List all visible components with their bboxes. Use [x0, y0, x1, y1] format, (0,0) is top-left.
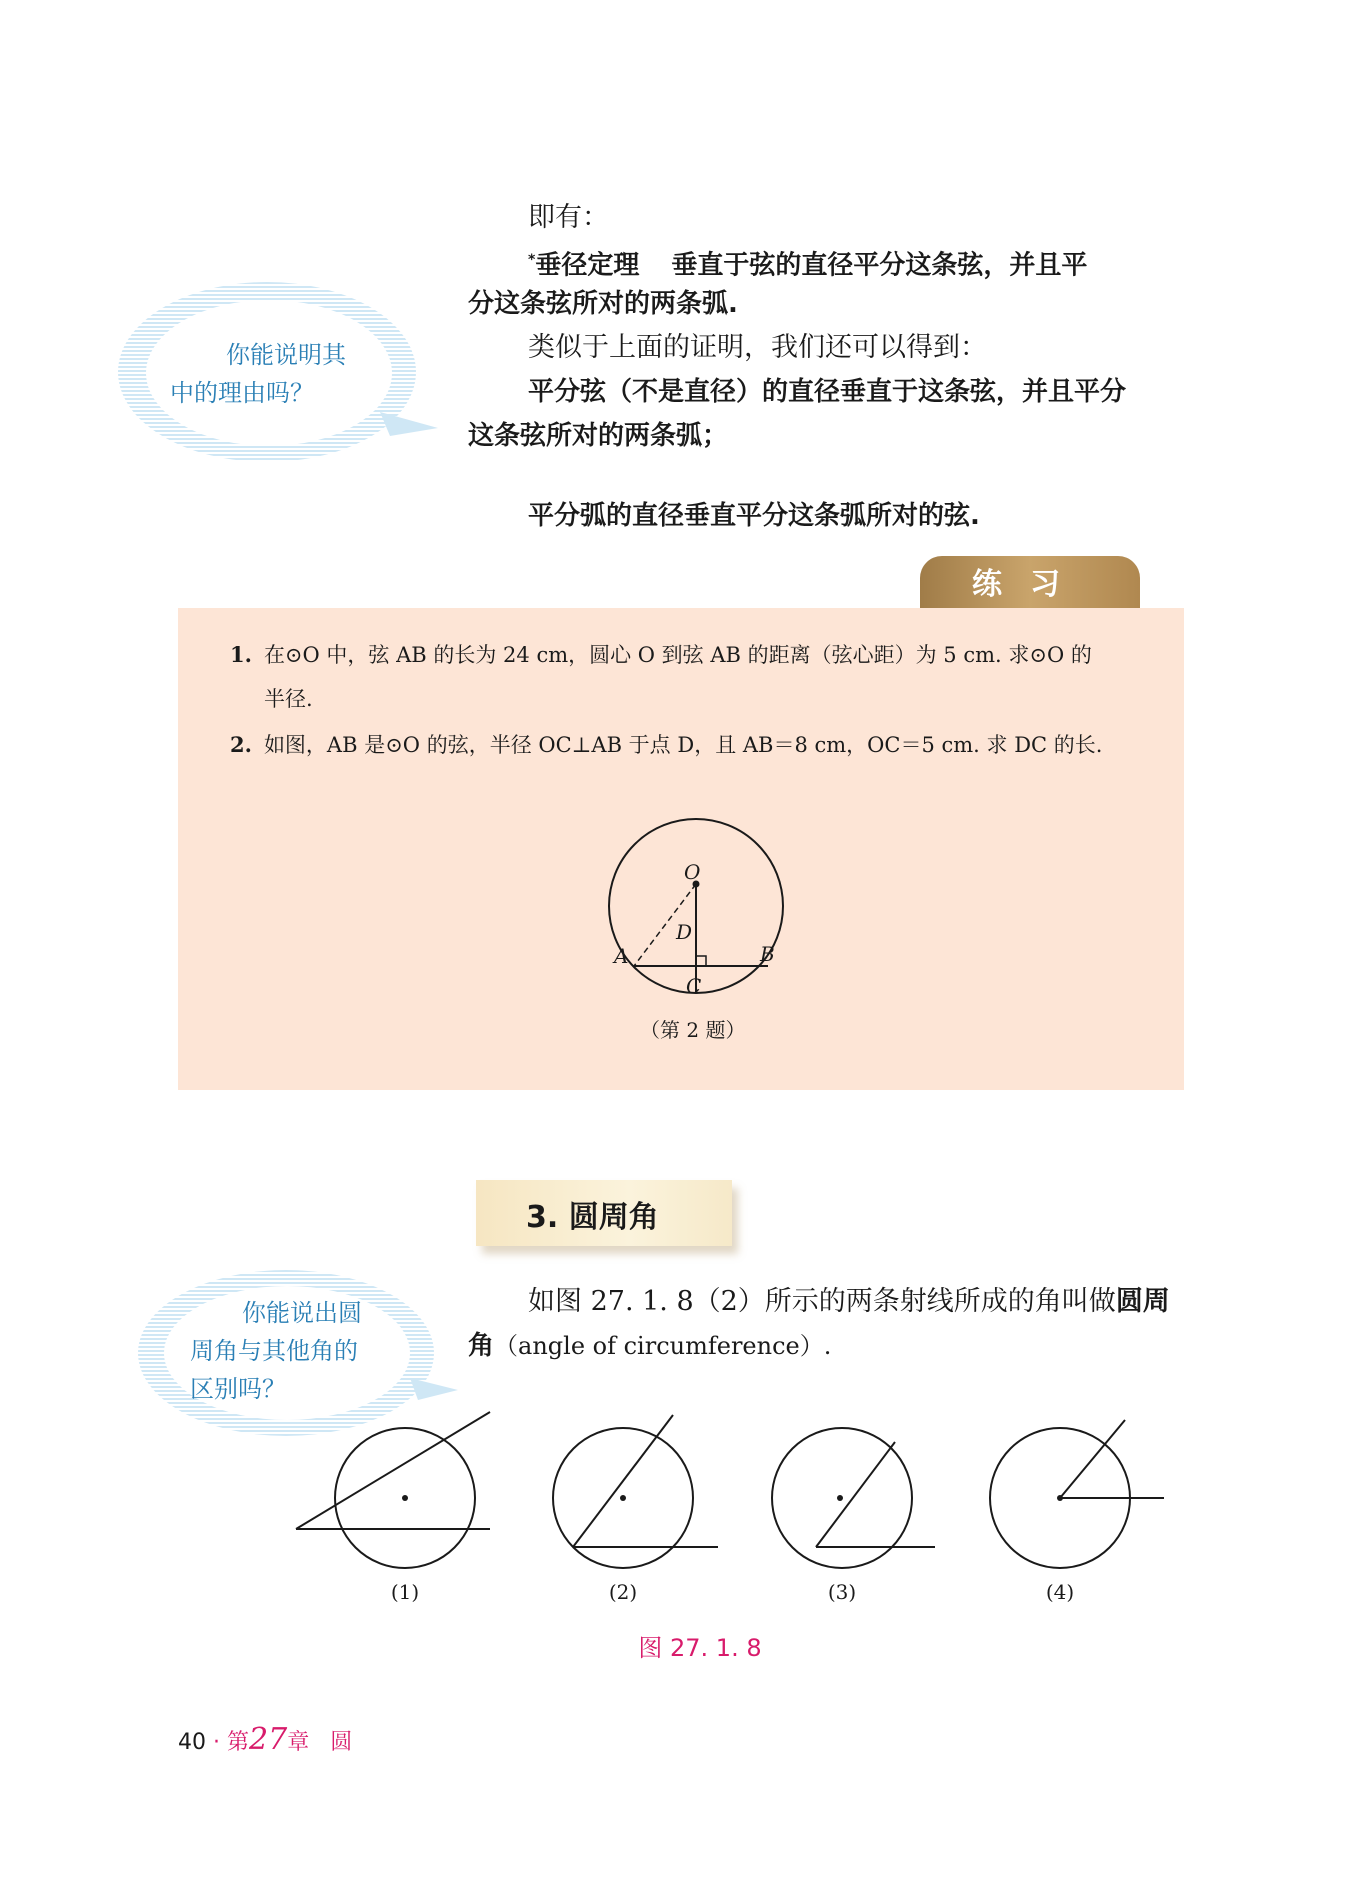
- label-B: B: [760, 942, 775, 966]
- problem-2-caption: （第 2 题）: [640, 1018, 746, 1042]
- definition-line2: 角（angle of circumference）.: [468, 1331, 832, 1361]
- label-D: D: [676, 920, 693, 944]
- fig-label-1: (1): [390, 1580, 420, 1604]
- theorem-star: *: [528, 252, 536, 268]
- section-title: 3. 圆周角: [526, 1200, 659, 1235]
- problem-2: 2. 如图，AB 是⊙O 的弦，半径 OC⊥AB 于点 D，且 AB＝8 cm，OC＝5 cm. 求 DC 的长.: [230, 732, 1103, 757]
- corollary1-line2: 这条弦所对的两条弧；: [468, 421, 729, 451]
- fig-1: [296, 1412, 490, 1568]
- similar-text: 类似于上面的证明，我们还可以得到：: [528, 332, 987, 363]
- theorem-line1: [528, 238, 1087, 288]
- figure-caption: 图 27. 1. 8: [638, 1634, 762, 1662]
- corollary2: 平分弧的直径垂直平分这条弧所对的弦.: [528, 501, 980, 531]
- label-C: C: [686, 974, 702, 998]
- bubble-1-tail: [380, 410, 440, 440]
- chapter-number: 27: [249, 1722, 288, 1757]
- theorem-line2: 分这条弦所对的两条弧.: [468, 289, 738, 319]
- fig-3: [772, 1428, 935, 1568]
- fig-label-2: (2): [608, 1580, 638, 1604]
- bubble-2-text: 你能说出圆 周角与其他角的 区别吗？: [190, 1299, 362, 1403]
- page-footer: 40 · 第27章 圆: [178, 1722, 353, 1757]
- definition-line1: 如图 27. 1. 8（2）所示的两条射线所成的角叫做圆周: [528, 1286, 1170, 1317]
- fig-4: [990, 1420, 1164, 1568]
- figure-27-1-8: [280, 1400, 1180, 1600]
- intro-text: 即有：: [528, 202, 609, 233]
- theorem-statement: 垂直于弦的直径平分这条弦，并且平: [671, 250, 1088, 281]
- fig-label-3: (3): [827, 1580, 857, 1604]
- label-O: O: [684, 860, 701, 884]
- fig-label-4: (4): [1045, 1580, 1075, 1604]
- practice-tab: 练习: [920, 556, 1140, 610]
- problem-1-line1: 1. 在⊙O 中，弦 AB 的长为 24 cm，圆心 O 到弦 AB 的距离（弦心距）为 5 cm. 求⊙O 的: [230, 642, 1092, 667]
- chapter-title: 圆: [330, 1730, 353, 1755]
- page-number: 40: [178, 1730, 206, 1755]
- problem-1-line2: 半径.: [264, 687, 313, 711]
- right-angle-mark: [696, 956, 706, 966]
- corollary1-line1: 平分弦（不是直径）的直径垂直于这条弦，并且平分: [528, 377, 1127, 407]
- theorem-name: 垂径定理: [535, 250, 640, 281]
- bubble-1-text: 你能说明其 中的理由吗？: [170, 341, 346, 407]
- label-A: A: [614, 944, 629, 968]
- fig-2: [553, 1415, 718, 1568]
